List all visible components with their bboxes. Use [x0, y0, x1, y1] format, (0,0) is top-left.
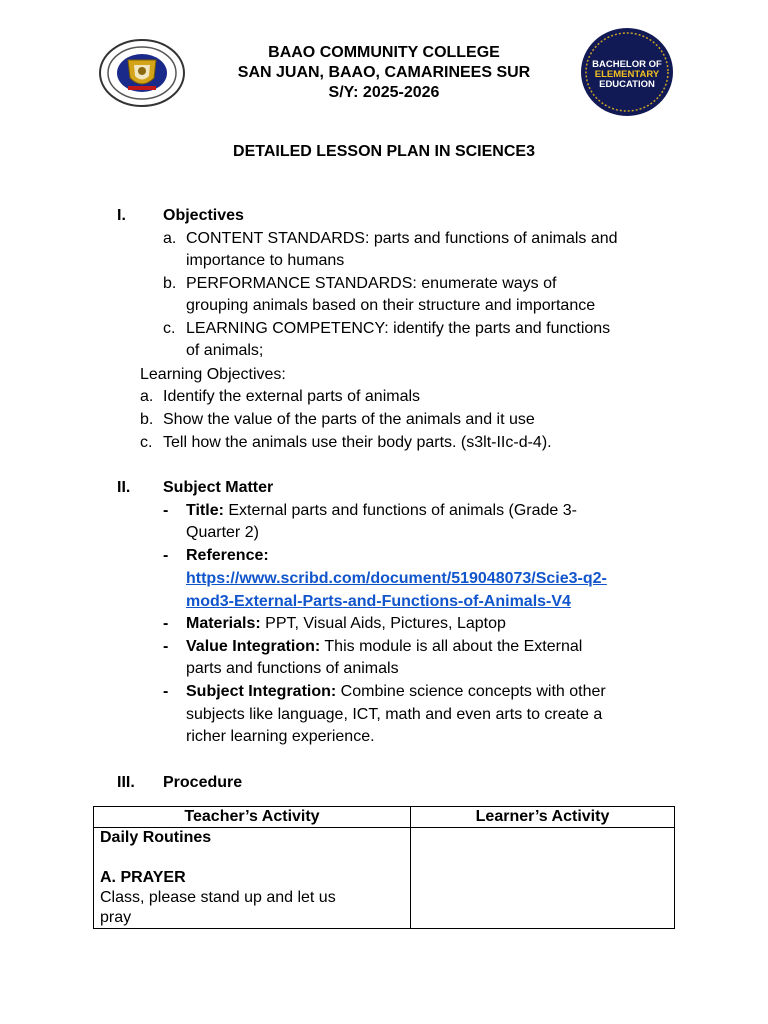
college-name: BAAO COMMUNITY COLLEGE — [268, 44, 500, 61]
bullet-dash: - — [163, 615, 169, 632]
materials-item — [186, 613, 506, 636]
objective-text: grouping animals based on their structure and importance — [186, 297, 596, 314]
value-integration-label: Value Integration: — [186, 638, 321, 655]
section-heading-objectives: Objectives — [163, 207, 244, 224]
beed-logo-line1: BACHELOR OF — [592, 59, 662, 70]
beed-logo-line2: ELEMENTARY — [594, 69, 660, 80]
objective-text: importance to humans — [186, 252, 345, 269]
prayer-heading: A. PRAYER — [100, 869, 186, 886]
materials-value: PPT, Visual Aids, Pictures, Laptop — [260, 615, 506, 632]
objective-text: CONTENT STANDARDS: parts and functions of animals and — [186, 230, 618, 247]
learning-objective-text: Tell how the animals use their body parts. (s3lt-IIc-d-4). — [163, 434, 552, 451]
objective-letter: a. — [163, 230, 177, 247]
learning-objective-text: Show the value of the parts of the animals and it use — [163, 411, 535, 428]
title-value: External parts and functions of animals (Grade 3- — [223, 502, 577, 519]
section-numeral-procedure: III. — [117, 774, 135, 791]
prayer-instruction-cont: pray — [100, 909, 132, 926]
beed-logo-line3: EDUCATION — [599, 79, 655, 90]
bullet-dash: - — [163, 547, 169, 564]
section-numeral-subject-matter: II. — [117, 479, 131, 496]
college-address: SAN JUAN, BAAO, CAMARINEES SUR — [237, 64, 531, 81]
title-item — [186, 500, 577, 523]
learning-objective-letter: b. — [140, 411, 154, 428]
objective-text: LEARNING COMPETENCY: identify the parts and functions — [186, 320, 611, 337]
subject-integration-cont: subjects like language, ICT, math and even arts to create a — [186, 706, 603, 723]
objective-letter: b. — [163, 275, 177, 292]
bullet-dash: - — [163, 638, 169, 655]
learner-activity-header: Learner’s Activity — [411, 807, 675, 828]
value-integration-item — [186, 636, 582, 659]
subject-integration-item — [186, 681, 606, 704]
table-row — [94, 828, 675, 929]
school-year: S/Y: 2025-2026 — [328, 84, 440, 101]
objective-letter: c. — [163, 320, 176, 337]
procedure-table — [93, 806, 675, 929]
value-integration-value: This module is all about the External — [320, 638, 583, 655]
prayer-instruction: Class, please stand up and let us — [100, 889, 336, 906]
title-label: Title: — [186, 502, 224, 519]
lesson-plan-title: DETAILED LESSON PLAN IN SCIENCE3 — [233, 143, 535, 160]
objective-text: of animals; — [186, 342, 264, 359]
subject-integration-label: Subject Integration: — [186, 683, 337, 700]
teacher-activity-header: Teacher’s Activity — [94, 807, 411, 828]
reference-label: Reference: — [186, 547, 269, 564]
teacher-activity-cell — [94, 828, 411, 929]
subject-integration-cont: richer learning experience. — [186, 728, 375, 745]
learning-objective-letter: a. — [140, 388, 154, 405]
section-heading-procedure: Procedure — [163, 774, 243, 791]
objective-text: PERFORMANCE STANDARDS: enumerate ways of — [186, 275, 557, 292]
reference-link[interactable]: https://www.scribd.com/document/519048073/Scie3-q2- — [186, 570, 607, 587]
bullet-dash: - — [163, 683, 169, 700]
subject-integration-value: Combine science concepts with other — [336, 683, 606, 700]
section-heading-subject-matter: Subject Matter — [163, 479, 274, 496]
materials-label: Materials: — [186, 615, 261, 632]
section-numeral-objectives: I. — [117, 207, 126, 224]
learning-objective-text: Identify the external parts of animals — [163, 388, 421, 405]
learner-activity-cell — [411, 828, 675, 929]
reference-link-cont[interactable]: mod3-External-Parts-and-Functions-of-Animals-V4 — [186, 593, 571, 610]
learning-objective-letter: c. — [140, 434, 153, 451]
title-value-cont: Quarter 2) — [186, 524, 259, 541]
learning-objectives-label: Learning Objectives: — [140, 366, 286, 383]
bullet-dash: - — [163, 502, 169, 519]
daily-routines-heading: Daily Routines — [100, 829, 212, 846]
table-header-row — [94, 807, 675, 828]
value-integration-cont: parts and functions of animals — [186, 660, 399, 677]
